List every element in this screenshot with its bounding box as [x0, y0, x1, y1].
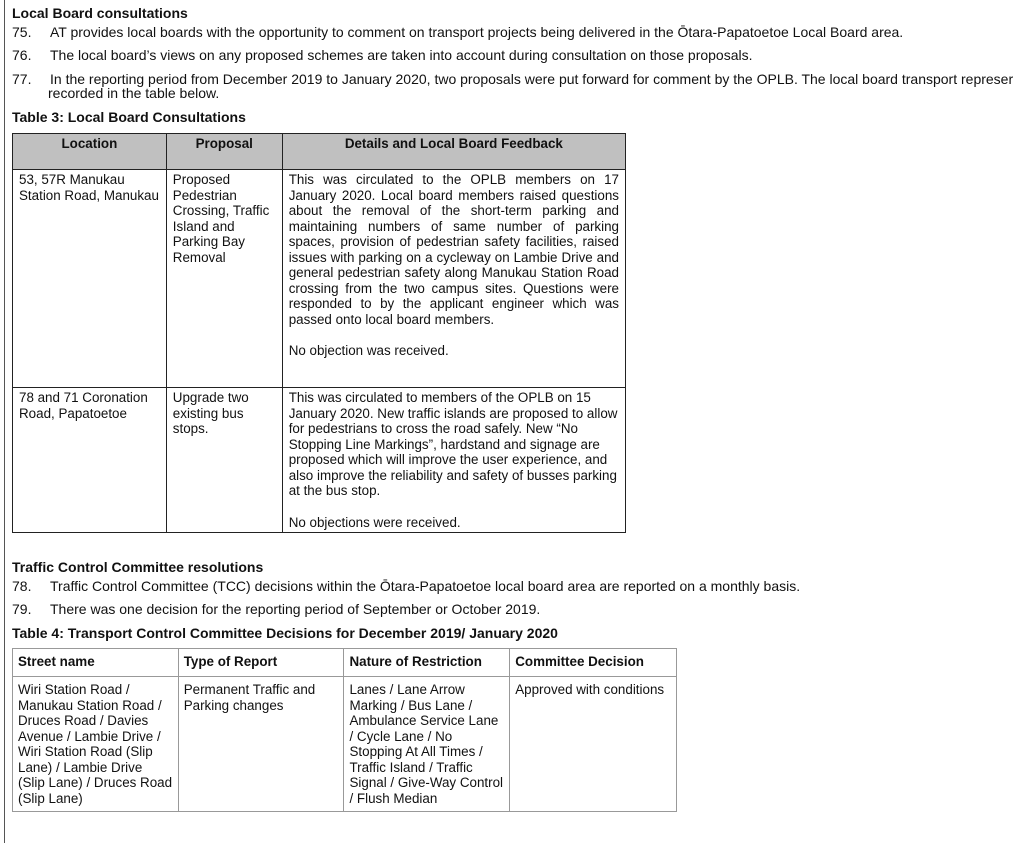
- section-heading-traffic-control-committee: Traffic Control Committee resolutions: [12, 559, 264, 575]
- paragraph-79: [12, 602, 540, 616]
- page-left-border: [4, 0, 5, 843]
- column-header-proposal: Proposal: [166, 134, 282, 170]
- proposal-cell: Proposed Pedestrian Crossing, Traffic Island and Parking Bay Removal: [166, 170, 282, 388]
- outcome-text: No objection was received.: [288, 343, 449, 358]
- paragraph-number: 77.: [12, 71, 32, 87]
- transport-control-committee-decisions-table: [12, 648, 677, 812]
- table-header-row: [13, 649, 677, 677]
- paragraph-78: [12, 579, 800, 593]
- column-header-details: Details and Local Board Feedback: [282, 134, 625, 170]
- paragraph-text-continued: recorded in the table below.: [48, 85, 220, 101]
- paragraph-number: 79.: [12, 601, 32, 617]
- column-header-committee-decision: Committee Decision: [510, 649, 677, 677]
- table-header-row: [13, 134, 626, 170]
- column-header-type-of-report: Type of Report: [178, 649, 344, 677]
- paragraph-text: Traffic Control Committee (TCC) decisions within the Ōtara-Papatoetoe local board area are reported on a monthly basis.: [50, 578, 801, 594]
- outcome-text: No objections were received.: [288, 514, 461, 530]
- details-text: This was circulated to members of the OPLB on 15 January 2020. New traffic islands are proposed to allow for pedestrians to cross the road safely. New “No Stopping Line Markings”, hardstand and signage are proposed which will improve the user experience, and also improve the reliability and safety of busses parking at the bus stop.: [288, 390, 618, 498]
- paragraph-text: The local board’s views on any proposed schemes are taken into account during consultation on those proposals.: [50, 47, 753, 63]
- street-name-cell: Wiri Station Road / Manukau Station Road / Druces Road / Davies Avenue / Lambie Drive / Wiri Station Road (Slip Lane) / Lambie Drive (Slip Lane) / Druces Road (Slip Lane): [13, 677, 179, 812]
- table-row: [13, 677, 677, 812]
- paragraph-number: 75.: [12, 24, 32, 40]
- table-row: [13, 388, 626, 533]
- location-cell: 53, 57R Manukau Station Road, Manukau: [13, 170, 167, 388]
- paragraph-text: AT provides local boards with the opportunity to comment on transport projects being delivered in the Ōtara-Papatoetoe Local Board area.: [50, 24, 904, 40]
- table-3-caption: Table 3: Local Board Consultations: [12, 109, 246, 125]
- column-header-location: Location: [13, 134, 167, 170]
- table-4-caption: Table 4: Transport Control Committee Decisions for December 2019/ January 2020: [12, 625, 558, 641]
- column-header-nature-of-restriction: Nature of Restriction: [344, 649, 510, 677]
- paragraph-number: 78.: [12, 578, 32, 594]
- proposal-cell: Upgrade two existing bus stops.: [166, 388, 282, 533]
- paragraph-number: 76.: [12, 47, 32, 63]
- column-header-street-name: Street name: [13, 649, 179, 677]
- details-cell: [282, 388, 625, 533]
- table-row: [13, 170, 626, 388]
- details-cell: [282, 170, 625, 388]
- paragraph-77: [12, 72, 1013, 100]
- paragraph-76: [12, 48, 753, 62]
- type-of-report-cell: Permanent Traffic and Parking changes: [178, 677, 344, 812]
- section-heading-local-board-consultations: Local Board consultations: [12, 5, 188, 21]
- details-text: This was circulated to the OPLB members on 17 January 2020. Local board members raised questions about the removal of the short-term parking and maintaining numbers of same number of parking spaces, provision of pedestrian safety facilities, raised issues with parking on a cycleway on Lambie Drive and general pedestrian safety along Manukau Station Road crossing from the two campus sites. Questions were responded to by the applicant engineer which was passed onto local board members.: [288, 172, 619, 327]
- committee-decision-cell: Approved with conditions: [510, 677, 677, 812]
- paragraph-75: [12, 25, 903, 39]
- paragraph-text: There was one decision for the reporting period of September or October 2019.: [50, 601, 541, 617]
- location-cell: 78 and 71 Coronation Road, Papatoetoe: [13, 388, 167, 533]
- local-board-consultations-table: [12, 133, 626, 533]
- paragraph-text: In the reporting period from December 2019 to January 2020, two proposals were put forward for comment by the OPLB. The local board transport represer: [50, 71, 1014, 87]
- nature-of-restriction-cell: Lanes / Lane Arrow Marking / Bus Lane / Ambulance Service Lane / Cycle Lane / No Stopping At All Times / Traffic Island / Traffic Signal / Give-Way Control / Flush Median: [344, 677, 510, 812]
